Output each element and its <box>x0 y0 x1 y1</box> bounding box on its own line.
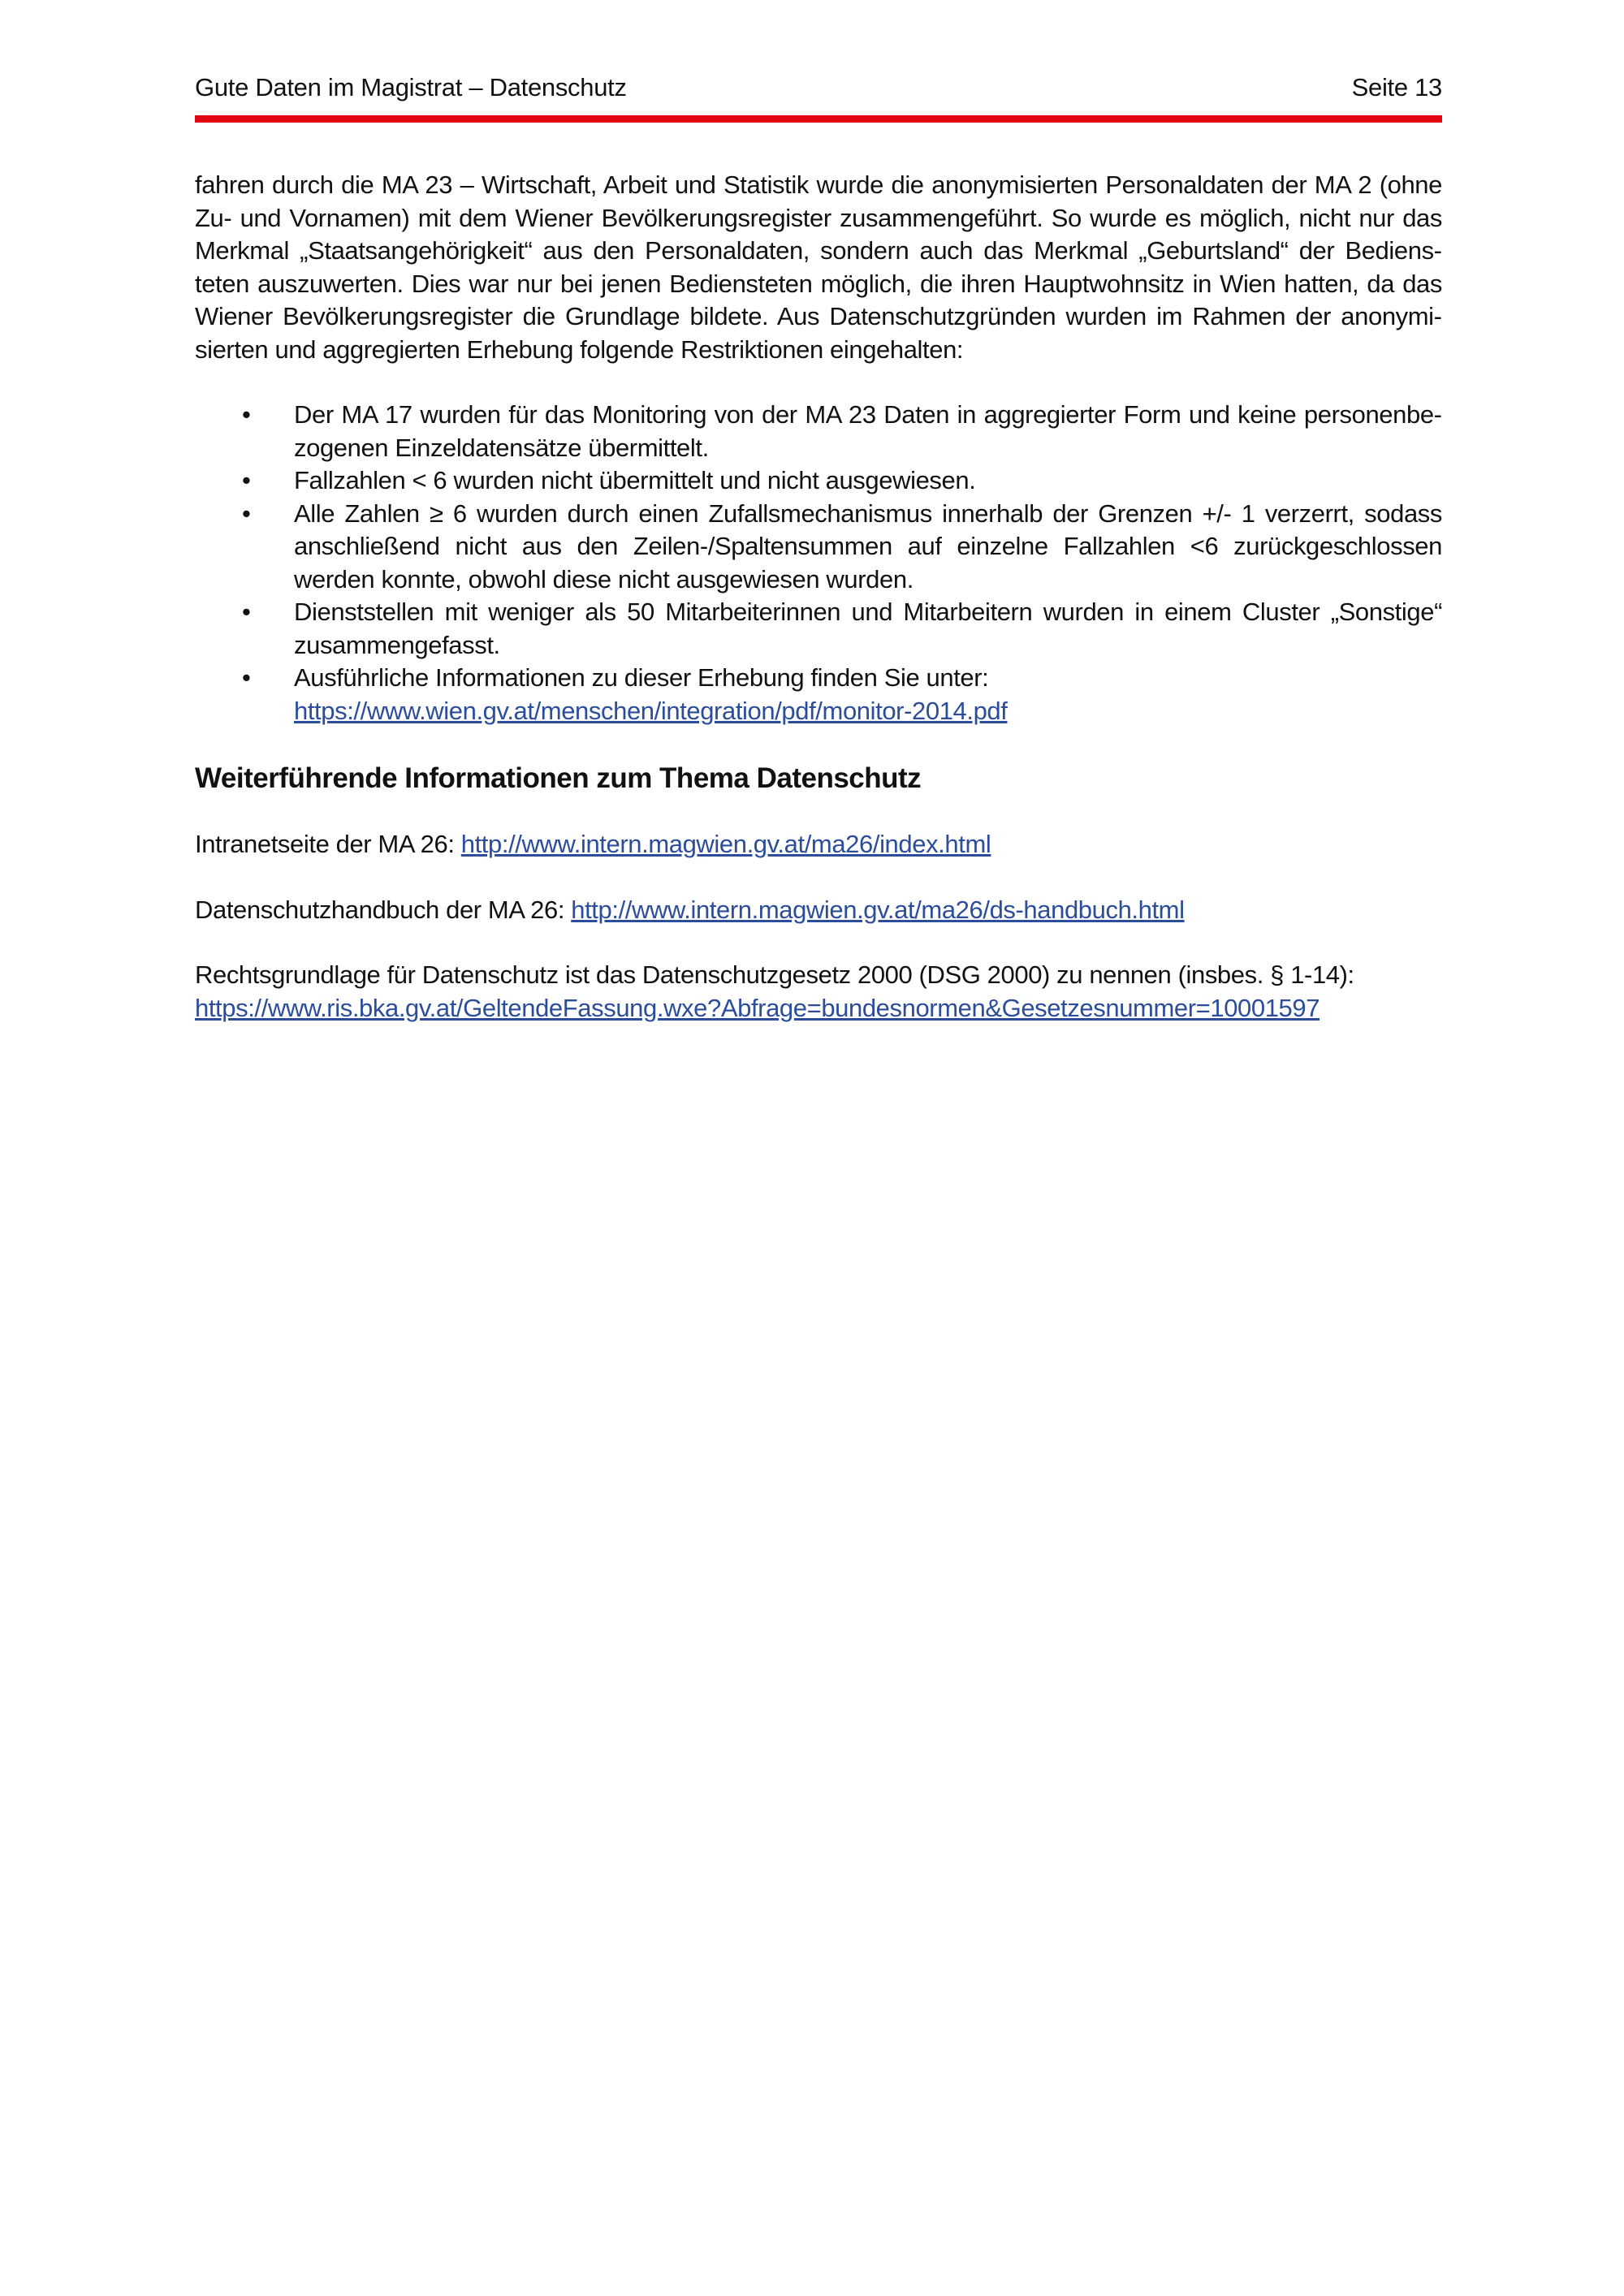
intro-paragraph: fahren durch die MA 23 – Wirtschaft, Arbeit und Statistik wurde die anonymisierten Personaldaten der MA 2 (ohne Zu- und Vornamen) mit dem Wiener Bevölkerungsregister zusammengeführt. So wurde es möglich, nicht nur das Merkmal „Staatsangehörigkeit“ aus den Personaldaten, sondern auch das Merkmal „Geburtsland“ der Bediensteten auszuwerten. Dies war nur bei jenen Bediensteten möglich, die ihren Hauptwohnsitz in Wien hatten, da das Wiener Bevölkerungsregister die Grundlage bildete. Aus Datenschutzgründen wurden im Rahmen der anonymisierten und aggregierten Erhebung folgende Restriktionen eingehalten: <box>195 170 1442 364</box>
monitor-pdf-link[interactable]: https://www.wien.gv.at/menschen/integration/pdf/monitor-2014.pdf <box>294 696 1008 725</box>
list-item <box>195 498 1442 597</box>
restriction-list <box>195 399 1442 727</box>
header-divider <box>195 115 1442 123</box>
intranet-label: Intranetseite der MA 26: <box>195 830 461 858</box>
bullet-icon: • <box>242 498 251 528</box>
list-item <box>195 662 1442 727</box>
handbook-link[interactable]: http://www.intern.magwien.gv.at/ma26/ds-handbuch.html <box>571 895 1185 924</box>
list-item <box>195 399 1442 464</box>
handbook-label: Datenschutzhandbuch der MA 26: <box>195 895 572 924</box>
bullet-icon: • <box>242 598 251 626</box>
list-item <box>195 464 1442 498</box>
page-header <box>195 67 1442 102</box>
bullet-icon: • <box>242 663 251 692</box>
handbook-info <box>195 894 1442 927</box>
bullet-icon: • <box>242 400 251 429</box>
list-item-text: Dienststellen mit weniger als 50 Mitarbeiterinnen und Mitarbeitern wurden in einem Cluster „Sonstige“ zusammengefasst. <box>294 598 1442 659</box>
list-item-text: Alle Zahlen ≥ 6 wurden durch einen Zufallsmechanismus innerhalb der Grenzen +/- 1 verzerrt, sodass anschließend nicht aus den Zeilen-/Spaltensummen auf einzelne Fallzahlen <6 zurückgeschlossen werden konnte, obwohl diese nicht ausgewiesen wurden. <box>294 498 1442 593</box>
list-item-text: Ausführliche Informationen zu dieser Erhebung finden Sie unter: <box>294 663 989 692</box>
page-content <box>195 169 1442 1025</box>
legal-basis-link[interactable]: https://www.ris.bka.gv.at/GeltendeFassung.wxe?Abfrage=bundesnormen&Gesetzesnummer=10001597 <box>195 993 1320 1022</box>
header-title: Gute Daten im Magistrat – Datenschutz <box>195 73 627 101</box>
list-item-text: Fallzahlen < 6 wurden nicht übermittelt und nicht ausgewiesen. <box>294 466 976 494</box>
intranet-info <box>195 828 1442 861</box>
section-heading: Weiterführende Informationen zum Thema Datenschutz <box>195 762 922 794</box>
legal-basis-info <box>195 959 1442 1025</box>
list-item-text: Der MA 17 wurden für das Monitoring von der MA 23 Daten in aggregierter Form und keine personenbezogenen Einzeldatensätze übermittelt. <box>294 400 1442 462</box>
legal-basis-label: Rechtsgrundlage für Datenschutz ist das Datenschutzgesetz 2000 (DSG 2000) zu nennen (insbes. § 1-14): <box>195 960 1354 989</box>
bullet-icon: • <box>242 466 251 494</box>
page-number: Seite 13 <box>1351 73 1442 101</box>
list-item <box>195 596 1442 662</box>
intranet-link[interactable]: http://www.intern.magwien.gv.at/ma26/index.html <box>460 830 991 858</box>
